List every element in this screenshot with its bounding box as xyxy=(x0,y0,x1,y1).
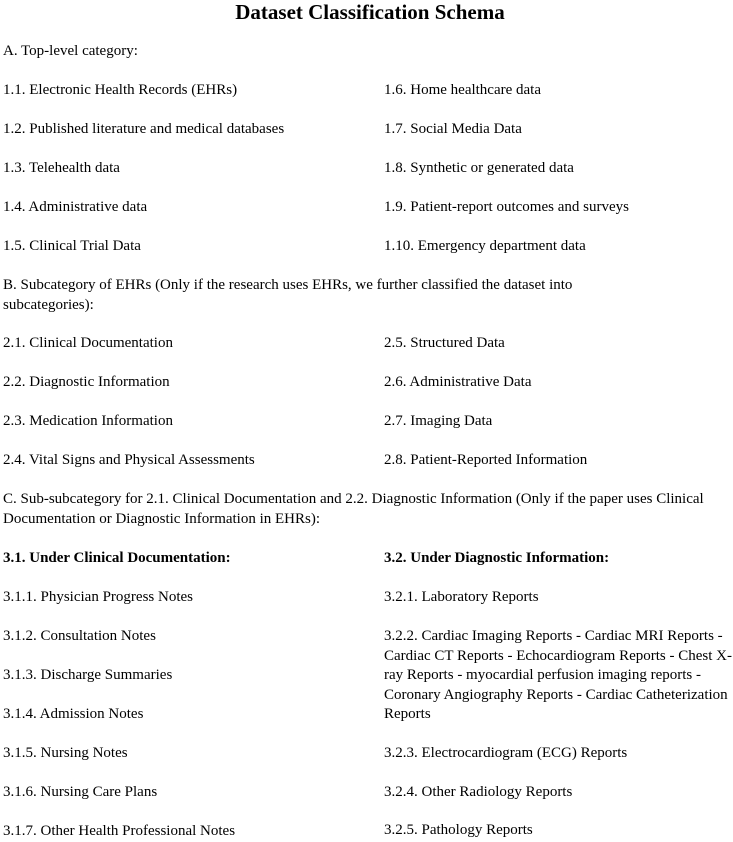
list-item: 3.2.3. Electrocardiogram (ECG) Reports xyxy=(384,745,628,761)
list-item: 2.3. Medication Information xyxy=(3,413,173,429)
section-a-heading: A. Top-level category: xyxy=(3,43,138,59)
list-item: 1.9. Patient-report outcomes and surveys xyxy=(384,199,629,215)
list-item: 1.1. Electronic Health Records (EHRs) xyxy=(3,82,238,98)
document-title: Dataset Classification Schema xyxy=(235,0,505,24)
list-item: 3.2.1. Laboratory Reports xyxy=(384,589,539,605)
list-item: 3.1.3. Discharge Summaries xyxy=(3,667,173,683)
list-item: 2.6. Administrative Data xyxy=(384,374,532,390)
section-c-heading: C. Sub-subcategory for 2.1. Clinical Documentation and 2.2. Diagnostic Information (Only if the paper uses Clinical Documentation or Diagnostic Information in EHRs): xyxy=(3,491,704,527)
list-item: 1.4. Administrative data xyxy=(3,199,148,215)
list-item: 1.10. Emergency department data xyxy=(384,238,586,254)
list-item: 1.3. Telehealth data xyxy=(3,160,120,176)
list-item: 3.2.2. Cardiac Imaging Reports - Cardiac MRI Reports - Cardiac CT Reports - Echocardiogram Reports - Chest X-ray Reports - myocardial perfusion imaging reports - Coronary Angiography Reports - Cardiac Catheterization Reports xyxy=(384,628,732,722)
list-item: 3.1.2. Consultation Notes xyxy=(3,628,156,644)
list-item: 1.2. Published literature and medical databases xyxy=(3,121,285,137)
list-item: 3.2.5. Pathology Reports xyxy=(384,822,533,838)
list-item: 3.1.5. Nursing Notes xyxy=(3,745,128,761)
list-item: 2.5. Structured Data xyxy=(384,335,505,351)
list-item: 3.1.7. Other Health Professional Notes xyxy=(3,823,236,839)
section-b-heading: B. Subcategory of EHRs (Only if the research uses EHRs, we further classified the dataset into subcategories): xyxy=(3,277,573,313)
list-item: 3.1.4. Admission Notes xyxy=(3,706,144,722)
list-item: 2.1. Clinical Documentation xyxy=(3,335,173,351)
list-item: 2.4. Vital Signs and Physical Assessments xyxy=(3,452,255,468)
list-item: 1.5. Clinical Trial Data xyxy=(3,238,141,254)
list-item: 2.2. Diagnostic Information xyxy=(3,374,170,390)
list-item: 3.1.6. Nursing Care Plans xyxy=(3,784,158,800)
list-item: 1.7. Social Media Data xyxy=(384,121,522,137)
list-item: 2.7. Imaging Data xyxy=(384,413,493,429)
list-item: 1.8. Synthetic or generated data xyxy=(384,160,574,176)
list-item: 1.6. Home healthcare data xyxy=(384,82,542,98)
list-item: 3.1.1. Physician Progress Notes xyxy=(3,589,193,605)
clinical-documentation-heading: 3.1. Under Clinical Documentation: xyxy=(3,550,231,566)
list-item: 3.2.4. Other Radiology Reports xyxy=(384,784,573,800)
list-item: 2.8. Patient-Reported Information xyxy=(384,452,588,468)
diagnostic-information-heading: 3.2. Under Diagnostic Information: xyxy=(384,550,610,566)
